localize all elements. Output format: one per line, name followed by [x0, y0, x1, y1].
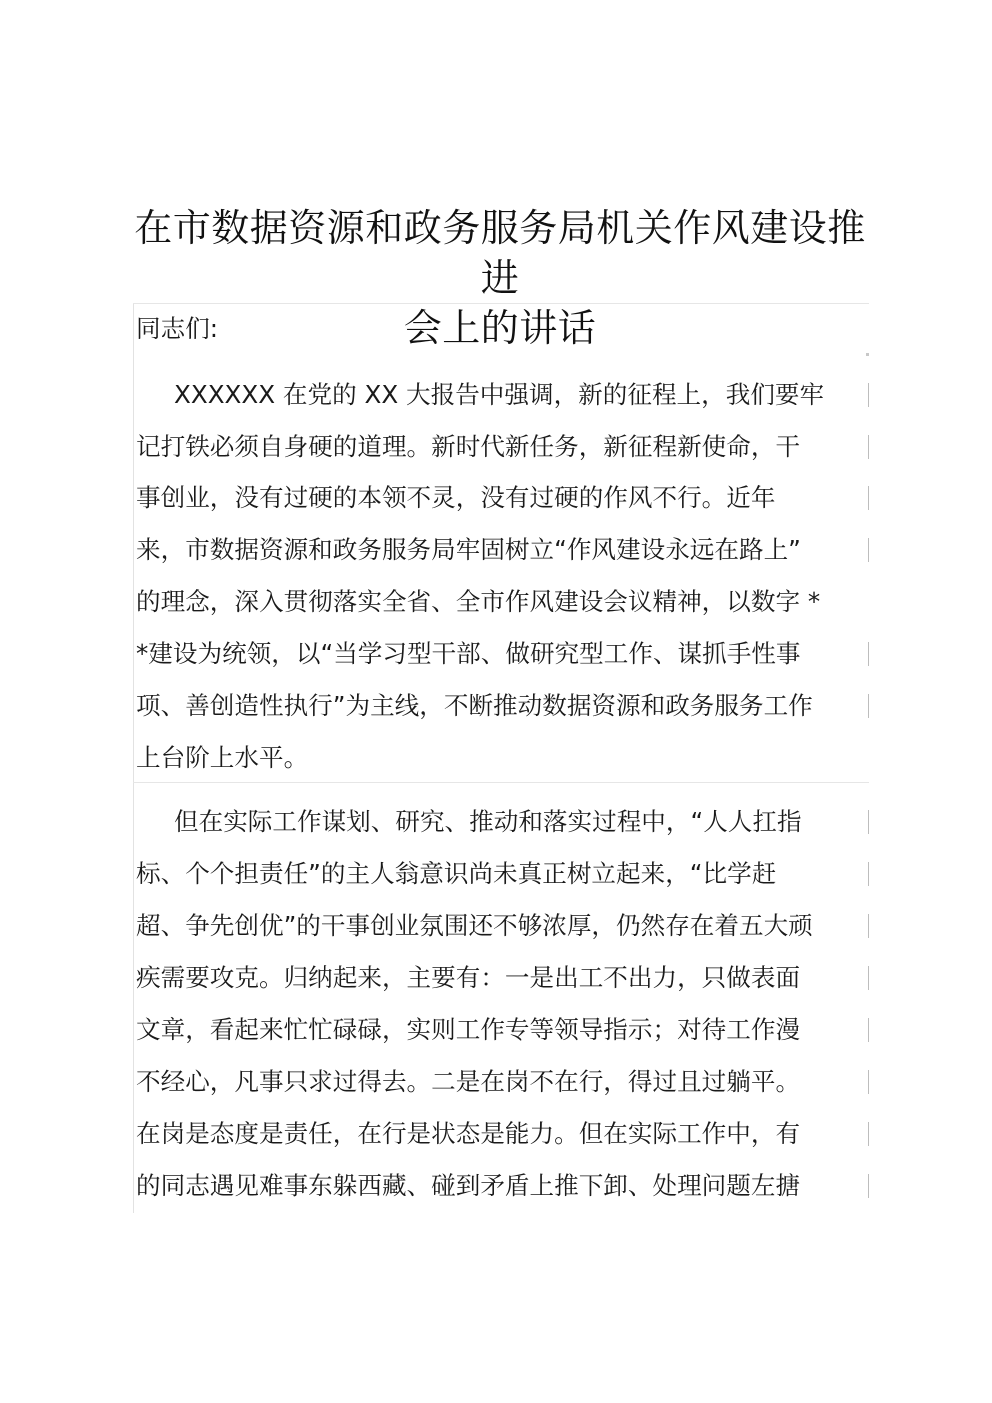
paragraph-2-line: 但在实际工作谋划、研究、推动和落实过程中，“人人扛指	[174, 807, 802, 836]
paragraph-1-line: 上台阶上水平。	[136, 743, 309, 772]
paragraph-1-line: 的理念，深入贯彻落实全省、全市作风建设会议精神，以数字 *	[136, 587, 821, 616]
edge-mark	[868, 486, 869, 510]
edge-mark	[868, 810, 869, 834]
paragraph-1-line: 项、善创造性执行”为主线，不断推动数据资源和政务服务工作	[136, 691, 813, 720]
paragraph-1-line: 来，市数据资源和政务服务局牢固树立“作风建设永远在路上”	[136, 535, 801, 564]
edge-mark	[868, 914, 869, 938]
edge-mark	[868, 966, 869, 990]
edge-mark	[868, 538, 869, 562]
edge-mark	[868, 435, 869, 459]
paragraph-2-line: 文章，看起来忙忙碌碌，实则工作专等领导指示；对待工作漫	[136, 1015, 801, 1044]
edge-mark	[868, 642, 869, 666]
edge-mark	[868, 694, 869, 718]
paragraph-1-line: XXXXXX 在党的 XX 大报告中强调，新的征程上，我们要牢	[174, 380, 825, 409]
paragraph-1-line: *建设为统领，以“当学习型干部、做研究型工作、谋抓手性事	[136, 639, 801, 668]
edge-mark	[866, 353, 869, 356]
edge-mark	[868, 1018, 869, 1042]
paragraph-2-line: 在岗是态度是责任，在行是状态是能力。但在实际工作中，有	[136, 1119, 801, 1148]
paragraph-1-line: 事创业，没有过硬的本领不灵，没有过硬的作风不行。近年	[136, 483, 776, 512]
paragraph-2-line: 疾需要攻克。归纳起来，主要有：一是出工不出力，只做表面	[136, 963, 801, 992]
paragraph-2-line: 超、争先创优”的干事创业氛围还不够浓厚，仍然存在着五大顽	[136, 911, 813, 940]
edge-mark	[868, 1070, 869, 1094]
edge-mark	[868, 1122, 869, 1146]
paragraph-2-line: 标、个个担责任”的主人翁意识尚未真正树立起来，“比学赶	[136, 859, 777, 888]
title-line-1: 在市数据资源和政务服务局机关作风建设推进	[134, 206, 866, 301]
edge-mark	[868, 1174, 869, 1198]
edge-mark	[868, 383, 869, 407]
section-divider	[133, 782, 869, 783]
paragraph-2-line: 的同志遇见难事东躲西藏、碰到矛盾上推下卸、处理问题左搪	[136, 1171, 801, 1200]
salutation: 同志们:	[136, 314, 219, 343]
paragraph-2-line: 不经心，凡事只求过得去。二是在岗不在行，得过且过躺平。	[136, 1067, 801, 1096]
title-line-2: 会上的讲话	[403, 306, 597, 351]
edge-mark	[868, 862, 869, 886]
section-divider	[133, 303, 869, 304]
paragraph-1-line: 记打铁必须自身硬的道理。新时代新任务，新征程新使命，干	[136, 432, 801, 461]
